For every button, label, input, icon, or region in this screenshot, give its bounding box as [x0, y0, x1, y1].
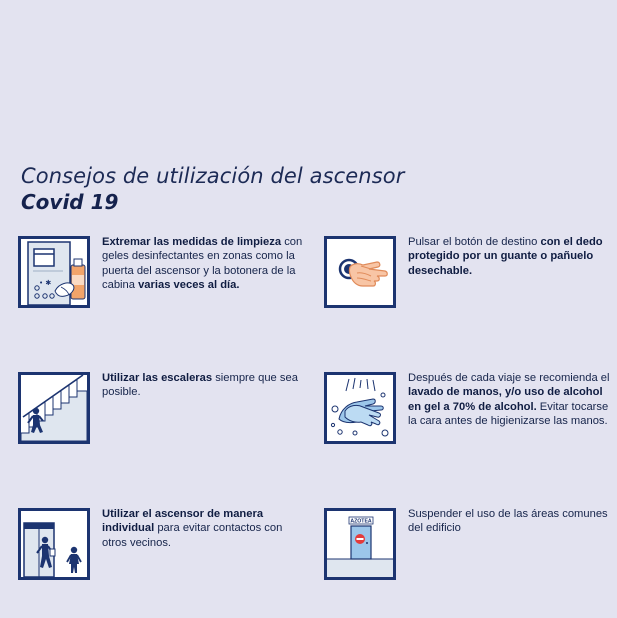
tip-text-run: Suspender el uso de las áreas comunes del edificio: [408, 508, 608, 535]
tip-text-run: lavado de manos, y/o uso de alcohol en gel a 70% de alcohol.: [408, 386, 603, 413]
tip-text-finger-button: [408, 235, 614, 278]
tip-text-run: siempre que sea posible.: [102, 372, 298, 399]
tip-text-run: Extremar las medidas de limpieza: [102, 236, 282, 248]
tip-text-run: Utilizar el ascensor de manera individual: [102, 508, 264, 535]
tip-text-run: varias veces al día.: [138, 278, 240, 291]
tip-text-run: Evitar tocarse la cara antes de higienizarse las manos.: [408, 400, 609, 427]
tip-cleaning: [18, 236, 308, 308]
tip-text-run: con el dedo protegido por un guante o pañuelo desechable.: [408, 236, 603, 277]
stairs-icon: [18, 372, 90, 444]
tip-text-stairs: [102, 371, 308, 400]
hand-washing-icon: [324, 372, 396, 444]
single-person-elevator-icon: [18, 508, 90, 580]
title-line-2: Covid 19: [21, 190, 119, 214]
cleaning-panel-icon: [18, 236, 90, 308]
tip-text-run: Después de cada viaje se recomienda el: [408, 372, 610, 384]
tip-text-cleaning: [102, 235, 308, 292]
svg-text:• ✱: • ✱: [39, 279, 52, 287]
tip-common-areas: [324, 508, 614, 580]
tip-text-common-areas: [408, 507, 614, 536]
rooftop-sign-text: AZOTEA: [350, 518, 372, 525]
page-title: [21, 163, 404, 215]
tip-text-individual-use: [102, 507, 308, 550]
tip-text-run: para evitar contactos con otros vecinos.: [102, 522, 283, 549]
title-line-1: Consejos de utilización del ascensor: [21, 164, 405, 188]
tip-text-run: Utilizar las escaleras: [102, 372, 213, 384]
tip-stairs: [18, 372, 308, 444]
tip-text-hand-washing: [408, 371, 614, 428]
tip-finger-button: [324, 236, 614, 308]
tip-text-run: con geles desinfectantes en zonas como la puerta del ascensor y la botonera de la cabina: [102, 236, 303, 291]
tip-hand-washing: [324, 372, 614, 444]
tip-individual-use: [18, 508, 308, 580]
finger-button-icon: [324, 236, 396, 308]
tip-text-run: Pulsar el botón de destino: [408, 236, 541, 248]
rooftop-door-icon: [324, 508, 396, 580]
